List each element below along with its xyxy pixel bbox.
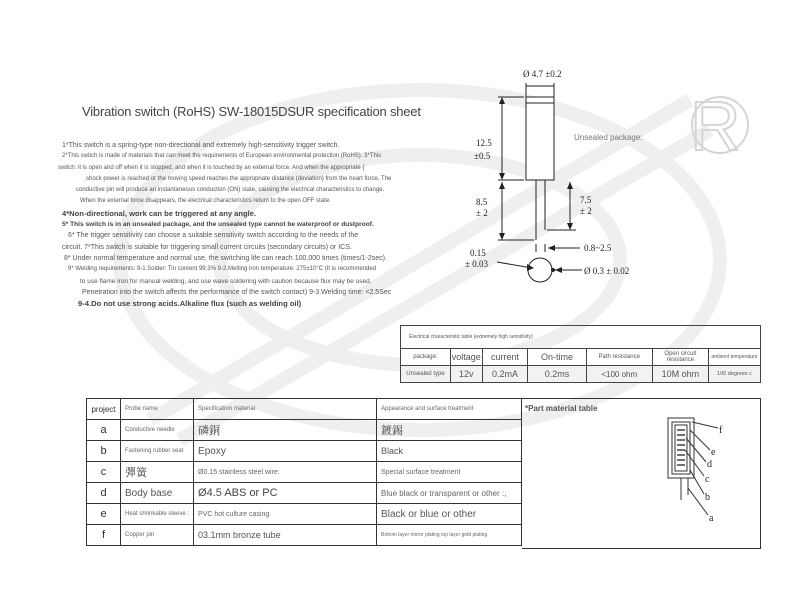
dim-body-tol: ±0.5 bbox=[474, 151, 491, 161]
dim-pin-diameter: Ø 0.3 ± 0.02 bbox=[584, 266, 630, 276]
part-name: Heat shrinkable sleeve : bbox=[121, 504, 194, 525]
parts-header: Probe name bbox=[121, 399, 194, 420]
part-finish: 鍍錫 bbox=[377, 420, 522, 441]
part-finish: Bottom layer mirror plating top layer gold plating bbox=[377, 525, 522, 546]
elec-value: 0.2ms bbox=[528, 366, 586, 383]
desc-line: conductive pin will produce an instantaneous conduction (ON) state, causing the electrical characteristics to change. bbox=[76, 187, 385, 194]
part-spec: Ø4.5 ABS or PC bbox=[194, 483, 377, 504]
part-table-label: *Part material table bbox=[525, 404, 598, 413]
label-a: a bbox=[709, 513, 714, 524]
elec-header: Open circuit resistance bbox=[652, 349, 708, 366]
page-title: Vibration switch (RoHS) SW-18015DSUR specification sheet bbox=[82, 104, 421, 119]
elec-value: 12v bbox=[450, 366, 482, 383]
part-cross-section bbox=[650, 410, 760, 540]
dim-body-length: 12.5 bbox=[476, 138, 492, 148]
elec-value: 100 degrees c bbox=[708, 366, 760, 383]
label-e: e bbox=[711, 447, 716, 458]
desc-line: 6* The trigger sensitivity can choose a suitable sensitivity switch according to the needs of the bbox=[68, 232, 359, 240]
electrical-caption: Electrical characteristic table (extremely high sensitivity) bbox=[401, 326, 761, 349]
desc-line: 1*This switch is a spring-type non-directional and extremely high-sensitivity trigger switch. bbox=[62, 142, 340, 149]
part-spec: Epoxy bbox=[194, 441, 377, 462]
part-name: Copper pin bbox=[121, 525, 194, 546]
electrical-table bbox=[400, 325, 761, 383]
elec-value: Unsealed type bbox=[401, 366, 451, 383]
parts-table bbox=[86, 398, 522, 546]
part-code: e bbox=[87, 504, 121, 525]
label-c: c bbox=[705, 474, 710, 485]
part-code: a bbox=[87, 420, 121, 441]
dim-pin2-tol: ± 2 bbox=[580, 206, 592, 216]
desc-line: to use flame iron for manual welding, and use wave soldering with caution because flux may be used. bbox=[80, 277, 372, 285]
elec-header: voltage bbox=[450, 349, 482, 366]
dimension-drawing bbox=[420, 60, 800, 330]
part-name: Body base bbox=[121, 483, 194, 504]
dim-pin-length: 8.5 bbox=[476, 197, 488, 207]
label-f: f bbox=[719, 425, 723, 436]
table-row bbox=[87, 441, 522, 462]
label-b: b bbox=[705, 492, 710, 503]
part-code: b bbox=[87, 441, 121, 462]
table-row bbox=[87, 462, 522, 483]
part-spec: PVC hot culture casing bbox=[194, 504, 377, 525]
part-finish: Black or blue or other bbox=[377, 504, 522, 525]
part-spec: Ø0.15 stainless steel wire: bbox=[194, 462, 377, 483]
desc-line: When the external force disappears, the electrical characteristics return to the open OFF state. bbox=[80, 198, 331, 205]
elec-header: current bbox=[482, 349, 528, 366]
desc-line: Penetration into the switch affects the performance of the switch contact) 9-3.Welding time: <2.5Sec bbox=[82, 288, 392, 296]
label-d: d bbox=[707, 459, 712, 470]
elec-value: 0.2mA bbox=[482, 366, 528, 383]
dim-pin2-length: 7.5 bbox=[580, 195, 592, 205]
elec-header: ambient temperature bbox=[708, 349, 760, 366]
part-name: 彈簧 bbox=[121, 462, 194, 483]
dim-offset: 0.15 bbox=[470, 248, 486, 258]
desc-line: switch: it is open and off when it is stopped, and when it is touched by an external force. And when the appropriate { bbox=[58, 164, 365, 171]
part-name: Conductive needle bbox=[121, 420, 194, 441]
dim-diameter: Ø 4.7 ±0.2 bbox=[523, 69, 562, 79]
parts-header: Appearance and surface treatment bbox=[377, 399, 522, 420]
elec-header: Path resistance bbox=[586, 349, 652, 366]
parts-header: Specification material bbox=[194, 399, 377, 420]
desc-line: circuit. 7*This switch is suitable for triggering small current circuits (secondary circuits) or ICS. bbox=[62, 243, 352, 251]
part-code: c bbox=[87, 462, 121, 483]
part-code: d bbox=[87, 483, 121, 504]
description bbox=[58, 140, 407, 309]
unsealed-package-label: Unsealed package: bbox=[574, 133, 643, 142]
registered-mark: R bbox=[690, 87, 741, 165]
elec-header: On-time bbox=[528, 349, 586, 366]
table-row bbox=[87, 420, 522, 441]
parts-header: project bbox=[87, 399, 121, 420]
table-row bbox=[87, 525, 522, 546]
elec-value: 10M ohm bbox=[652, 366, 708, 383]
part-code: f bbox=[87, 525, 121, 546]
elec-header: package: bbox=[401, 349, 451, 366]
part-finish: Black bbox=[377, 441, 522, 462]
part-finish: Blue black or transparent or other :, bbox=[377, 483, 522, 504]
part-name: Fastening rubber seat bbox=[121, 441, 194, 462]
dim-spacing: 0.8~2.5 bbox=[584, 243, 612, 253]
part-spec: 磷銅 bbox=[194, 420, 377, 441]
table-row bbox=[87, 504, 522, 525]
dim-offset-tol: ± 0.03 bbox=[465, 259, 488, 269]
elec-value: <100 ohm bbox=[586, 366, 652, 383]
table-row bbox=[87, 483, 522, 504]
desc-line: 4*Non-directional, work can be triggered at any angle. bbox=[62, 208, 257, 218]
desc-line: 8* Under normal temperature and normal use, the switching life can reach 100,000 times (times/1-2sec). bbox=[64, 254, 387, 262]
dim-pin-tol: ± 2 bbox=[476, 208, 488, 218]
desc-line: 2*This switch is made of materials that can meet the requirements of European environmental protection (RoHS). 3*This bbox=[62, 153, 382, 160]
desc-line: 5* This switch is in an unsealed package, and the unsealed type cannot be waterproof or dustproof. bbox=[62, 221, 374, 229]
desc-line: 9-4.Do not use strong acids.Alkaline flux (such as welding oil) bbox=[78, 299, 302, 309]
part-finish: Special surface treatment bbox=[377, 462, 522, 483]
desc-line: 9* Welding requirements: 9-1.Solder: Tin content 99.3% 9-2.Melting iron temperature: 275±10°C (It is recommended bbox=[68, 266, 377, 273]
desc-line: shock power is reached or the moving speed reaches the appropriate distance (deviation) from the heart force, The bbox=[86, 175, 392, 182]
part-spec: 03.1mm bronze tube bbox=[194, 525, 377, 546]
